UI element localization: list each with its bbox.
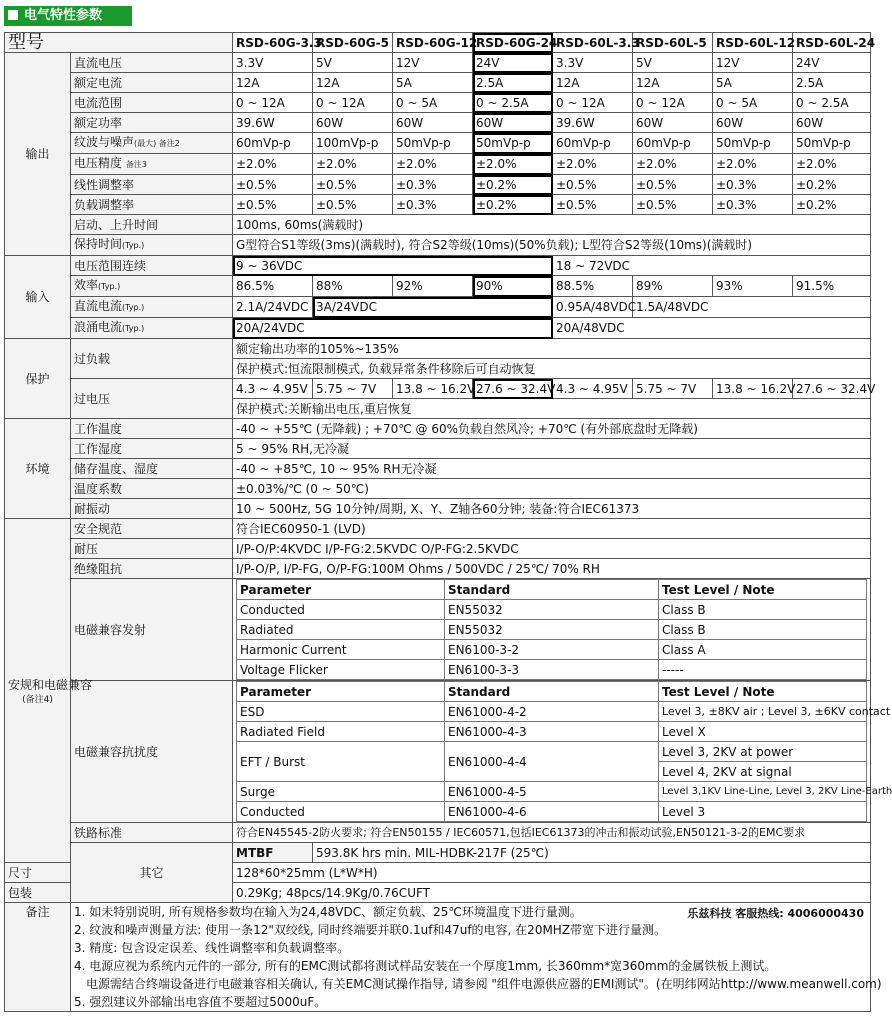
cell: 13.8 ~ 16.2V — [713, 379, 793, 399]
output-row — [5, 73, 871, 93]
cell-wide: 5 ~ 95% RH,无冷凝 — [233, 439, 871, 459]
category-safety-text: 安规和电磁兼容 — [8, 677, 93, 692]
note-line: 5. 强烈建议外部输出电容值不要超过5000uF。 — [74, 995, 327, 1009]
output-row — [5, 133, 871, 154]
ems-cell — [233, 681, 892, 823]
note-line: 4. 电源应视为系统内元件的一部分, 所有的EMC测试都将测试样品安装在一个厚度1mm, 长360mm*宽360mm的金属铁板上测试。 — [74, 959, 777, 973]
cell-wide: 10 ~ 500Hz, 5G 10分钟/周期, X、Y、Z轴各60分钟; 装备:符合IEC61373 — [233, 499, 871, 519]
row-label — [71, 318, 233, 339]
row-label — [71, 133, 233, 154]
row-label-text: 浪涌电流 — [74, 320, 123, 334]
cell: ±0.5% — [553, 175, 633, 195]
row-label: 额定功率 — [71, 113, 233, 133]
input-row — [5, 297, 871, 318]
row-label: 温度系数 — [71, 479, 233, 499]
row-label-sub: 备注3 — [125, 160, 147, 169]
notes-cell — [71, 903, 882, 1012]
cell: 0 ~ 5A — [713, 93, 793, 113]
model-name: RSD-60L-12 — [713, 33, 793, 53]
cell: 2.5A — [793, 73, 871, 93]
cell-wide: 9 ~ 36VDC — [233, 256, 553, 276]
cell: 27.6 ~ 32.4V — [793, 379, 871, 399]
cell: ±0.3% — [713, 195, 793, 215]
output-row — [5, 195, 871, 215]
cell: 60W — [633, 113, 713, 133]
cell: ±0.5% — [313, 175, 393, 195]
row-label: 耐振动 — [71, 499, 233, 519]
cell: 60W — [313, 113, 393, 133]
ems-header — [237, 682, 867, 702]
cell: 12A — [233, 73, 313, 93]
ems-table — [236, 681, 892, 822]
cell: ±2.0% — [553, 154, 633, 175]
ems-row-item — [237, 702, 867, 722]
output-row — [5, 93, 871, 113]
cell: 1.5A/48VDC — [633, 297, 871, 318]
safety-row — [5, 519, 871, 539]
cell: ±2.0% — [473, 154, 553, 175]
cell: ±0.2% — [793, 175, 871, 195]
row-label: 包装 — [5, 883, 71, 903]
cell: Level 4, 2KV at signal — [659, 762, 867, 782]
cell: ±2.0% — [313, 154, 393, 175]
cell: ±0.5% — [633, 175, 713, 195]
cell-wide: 符合IEC60950-1 (LVD) — [233, 519, 871, 539]
cell: 0 ~ 2.5A — [473, 93, 553, 113]
category-output: 输出 — [5, 53, 71, 256]
cell: 12A — [553, 73, 633, 93]
cell: ----- — [659, 660, 867, 680]
cell: 2.5A — [473, 73, 553, 93]
ems-row-item — [237, 782, 867, 802]
emi-cell — [233, 579, 871, 681]
cell-wide: 0.29Kg; 48pcs/14.9Kg/0.76CUFT — [233, 883, 871, 903]
cell: 91.5% — [793, 276, 871, 297]
others-row — [5, 843, 871, 863]
cell: Class B — [659, 620, 867, 640]
cell: ±0.5% — [553, 195, 633, 215]
row-label-sub: (Typ.) — [122, 324, 145, 333]
cell: 39.6W — [553, 113, 633, 133]
output-row — [5, 53, 871, 73]
cell-wide: I/P-O/P, I/P-FG, O/P-FG:100M Ohms / 500VDC / 25℃/ 70% RH — [233, 559, 871, 579]
emi-header — [237, 580, 867, 600]
row-label-sub: (Typ.) — [122, 303, 145, 312]
notes-row — [5, 903, 871, 1012]
cell: 0 ~ 12A — [553, 93, 633, 113]
cell: 50mVp-p — [793, 133, 871, 154]
output-row — [5, 113, 871, 133]
model-name-highlighted: RSD-60G-24 — [473, 33, 553, 53]
row-label: MTBF — [233, 843, 313, 863]
cell: 92% — [393, 276, 473, 297]
row-label-sub: (Typ.) — [122, 241, 145, 250]
environment-row — [5, 499, 871, 519]
row-label: 电流范围 — [71, 93, 233, 113]
note-line: 3. 精度: 包含设定误差、线性调整率和负载调整率。 — [74, 941, 350, 955]
cell-wide: 128*60*25mm (L*W*H) — [233, 863, 871, 883]
cell: 50mVp-p — [393, 133, 473, 154]
input-row — [5, 276, 871, 297]
cell: Level 3,1KV Line-Line, Level 3, 2KV Line-Earth — [659, 782, 867, 802]
note-line: 1. 如未特别说明, 所有规格参数均在输入为24,48VDC、额定负载、25℃环境温度下进行量测。 — [74, 905, 582, 919]
ems-row-item — [237, 742, 867, 762]
cell: ±0.5% — [313, 195, 393, 215]
cell: Level 3 — [659, 802, 867, 822]
cell: EN61000-4-5 — [445, 782, 659, 802]
cell: 4.3 ~ 4.95V — [233, 379, 313, 399]
row-label: 储存温度、湿度 — [71, 459, 233, 479]
cell: 0 ~ 12A — [233, 93, 313, 113]
cell: EN55032 — [445, 600, 659, 620]
emi-row — [5, 579, 871, 681]
category-others: 其它 — [71, 843, 233, 903]
cell: Level 3, 2KV at power — [659, 742, 867, 762]
row-label: 启动、上升时间 — [71, 215, 233, 235]
row-label: 绝缘阻抗 — [71, 559, 233, 579]
cell: 2.1A/24VDC — [233, 297, 313, 318]
model-row — [5, 33, 871, 53]
cell: ±2.0% — [713, 154, 793, 175]
cell-wide: 20A/48VDC — [553, 318, 871, 339]
cell-wide: 20A/24VDC — [233, 318, 553, 339]
cell: Surge — [237, 782, 445, 802]
cell: 12V — [713, 53, 793, 73]
cell: ±0.2% — [793, 195, 871, 215]
row-label-sub: (最大) 备注2 — [134, 139, 180, 148]
cell: 60W — [793, 113, 871, 133]
cell: Harmonic Current — [237, 640, 445, 660]
row-label: 耐压 — [71, 539, 233, 559]
emi-row-item — [237, 660, 867, 680]
row-label-text: 保持时间 — [74, 237, 123, 251]
cell: 3A/24VDC — [313, 297, 553, 318]
row-label: 负载调整率 — [71, 195, 233, 215]
output-row — [5, 215, 871, 235]
cell: 5V — [313, 53, 393, 73]
cell: 0.95A/48VDC — [553, 297, 633, 318]
cell-wide: -40 ~ +55℃ (无降载) ; +70℃ @ 60%负载自然风冷; +70℃ (有外部底盘时无降载) — [233, 419, 871, 439]
cell: Class B — [659, 600, 867, 620]
model-name: RSD-60G-12 — [393, 33, 473, 53]
row-label-text: 电压精度 — [74, 156, 123, 170]
cell: 5V — [633, 53, 713, 73]
cell: 5.75 ~ 7V — [633, 379, 713, 399]
cell: Level 3, ±8KV air ; Level 3, ±6KV contact — [659, 702, 867, 722]
spec-table — [4, 31, 892, 1012]
row-label: 过电压 — [71, 379, 233, 419]
cell: Conducted — [237, 600, 445, 620]
row-label — [71, 297, 233, 318]
row-label: 线性调整率 — [71, 175, 233, 195]
cell: 50mVp-p — [473, 133, 553, 154]
input-row — [5, 256, 871, 276]
cell-wide: 保护模式:关断输出电压,重启恢复 — [233, 399, 871, 419]
rail-row — [5, 823, 871, 843]
emi-table — [236, 579, 867, 680]
cell: 5A — [393, 73, 473, 93]
environment-row — [5, 479, 871, 499]
row-label: 尺寸 — [5, 863, 71, 883]
cell: 60mVp-p — [553, 133, 633, 154]
cell: 39.6W — [233, 113, 313, 133]
cell-wide: 100ms, 60ms(满载时) — [233, 215, 871, 235]
cell: 0 ~ 12A — [633, 93, 713, 113]
emi-head: Parameter — [237, 580, 445, 600]
section-title: 电气特性参数 — [24, 8, 103, 23]
cell: 24V — [473, 53, 553, 73]
category-protection: 保护 — [5, 339, 71, 419]
cell: 12V — [393, 53, 473, 73]
category-environment: 环境 — [5, 419, 71, 519]
emi-head: Test Level / Note — [659, 580, 867, 600]
cell: 86.5% — [233, 276, 313, 297]
safety-row — [5, 539, 871, 559]
cell-wide: 593.8K hrs min. MIL-HDBK-217F (25℃) — [313, 843, 871, 863]
cell-wide: 符合EN45545-2防火要求; 符合EN50155 / IEC60571,包括IEC61373的冲击和振动试验,EN50121-3-2的EMC要求 — [233, 823, 871, 843]
cell: ±2.0% — [393, 154, 473, 175]
cell: 5.75 ~ 7V — [313, 379, 393, 399]
cell: ±0.2% — [473, 175, 553, 195]
model-name: RSD-60G-3.3 — [233, 33, 313, 53]
output-row — [5, 235, 871, 256]
cell: ±2.0% — [633, 154, 713, 175]
cell: ±0.3% — [713, 175, 793, 195]
row-label — [71, 276, 233, 297]
note-line: 2. 纹波和噪声测量方法: 使用一条12"双绞线, 同时终端要并联0.1uf和47uf的电容, 在20MHZ带宽下进行量测。 — [74, 923, 667, 937]
output-row — [5, 175, 871, 195]
row-label-text: 纹波与噪声 — [74, 135, 135, 149]
category-input: 输入 — [5, 256, 71, 339]
cell: 88.5% — [553, 276, 633, 297]
cell: 60W — [393, 113, 473, 133]
cell: 24V — [793, 53, 871, 73]
cell: 5A — [713, 73, 793, 93]
cell-wide: 18 ~ 72VDC — [553, 256, 871, 276]
row-label — [71, 154, 233, 175]
emi-row-item — [237, 620, 867, 640]
cell: EN61000-4-4 — [445, 742, 659, 782]
input-row — [5, 318, 871, 339]
cell: 100mVp-p — [313, 133, 393, 154]
emi-row-item — [237, 600, 867, 620]
cell: 3.3V — [233, 53, 313, 73]
emi-row-item — [237, 640, 867, 660]
cell: 0 ~ 5A — [393, 93, 473, 113]
row-label: 额定电流 — [71, 73, 233, 93]
model-name: RSD-60L-5 — [633, 33, 713, 53]
ems-head: Parameter — [237, 682, 445, 702]
cell: EN61000-4-2 — [445, 702, 659, 722]
row-label-sub: (Typ.) — [98, 282, 121, 291]
note-line: 电源需结合终端设备进行电磁兼容相关确认, 有关EMC测试操作指导, 请参阅 "组件电源供应器的EMI测试"。(在明纬网站http://www.meanwell.com) — [86, 977, 882, 991]
cell: EN6100-3-2 — [445, 640, 659, 660]
ems-row-item — [237, 802, 867, 822]
row-label: 工作温度 — [71, 419, 233, 439]
safety-row — [5, 559, 871, 579]
cell: ±0.3% — [393, 195, 473, 215]
section-header — [4, 6, 132, 26]
cell: ±0.3% — [393, 175, 473, 195]
cell: Class A — [659, 640, 867, 660]
cell: ±2.0% — [233, 154, 313, 175]
cell: Level X — [659, 722, 867, 742]
model-name: RSD-60G-5 — [313, 33, 393, 53]
row-label — [71, 235, 233, 256]
row-label: 铁路标准 — [71, 823, 233, 843]
ems-row-item — [237, 722, 867, 742]
row-label-text: 效率 — [74, 278, 99, 292]
cell: ESD — [237, 702, 445, 722]
row-label: 直流电压 — [71, 53, 233, 73]
model-label: 型号 — [5, 33, 233, 53]
cell: ±2.0% — [793, 154, 871, 175]
cell: EFT / Burst — [237, 742, 445, 782]
cell: 12A — [313, 73, 393, 93]
cell: ±0.5% — [233, 195, 313, 215]
cell: ±0.5% — [233, 175, 313, 195]
cell: 60W — [713, 113, 793, 133]
category-safety-note: (备注4) — [22, 694, 53, 705]
cell: 4.3 ~ 4.95V — [553, 379, 633, 399]
square-icon — [8, 10, 18, 20]
cell: 3.3V — [553, 53, 633, 73]
row-label: 电压范围连续 — [71, 256, 233, 276]
emi-head: Standard — [445, 580, 659, 600]
environment-row — [5, 459, 871, 479]
environment-row — [5, 419, 871, 439]
row-label: 电磁兼容发射 — [71, 579, 233, 681]
cell: EN55032 — [445, 620, 659, 640]
cell-wide: G型符合S1等级(3ms)(满载时), 符合S2等级(10ms)(50%负载); L型符合S2等级(10ms)(满载时) — [233, 235, 871, 256]
cell: 60mVp-p — [633, 133, 713, 154]
cell: 27.6 ~ 32.4V — [473, 379, 553, 399]
protection-row — [5, 339, 871, 359]
cell: EN6100-3-3 — [445, 660, 659, 680]
cell: 12A — [633, 73, 713, 93]
cell: Conducted — [237, 802, 445, 822]
cell: EN61000-4-6 — [445, 802, 659, 822]
cell-wide: -40 ~ +85℃, 10 ~ 95% RH无冷凝 — [233, 459, 871, 479]
category-notes: 备注 — [5, 903, 71, 1012]
model-name: RSD-60L-3.3 — [553, 33, 633, 53]
cell: 0 ~ 12A — [313, 93, 393, 113]
row-label: 电磁兼容抗扰度 — [71, 681, 233, 823]
cell: EN61000-4-3 — [445, 722, 659, 742]
environment-row — [5, 439, 871, 459]
model-name: RSD-60L-24 — [793, 33, 871, 53]
row-label: 工作湿度 — [71, 439, 233, 459]
cell: Radiated Field — [237, 722, 445, 742]
row-label-text: 直流电流 — [74, 299, 123, 313]
cell: 90% — [473, 276, 553, 297]
hotline: 乐兹科技 客服热线: 4006000430 — [687, 907, 864, 920]
cell: 60W — [473, 113, 553, 133]
cell-wide: 额定输出功率的105%~135% — [233, 339, 871, 359]
cell: 50mVp-p — [713, 133, 793, 154]
row-label: 安全规范 — [71, 519, 233, 539]
output-row — [5, 154, 871, 175]
cell: 0 ~ 2.5A — [793, 93, 871, 113]
cell: Radiated — [237, 620, 445, 640]
row-label: 过负载 — [71, 339, 233, 379]
ems-head: Test Level / Note — [659, 682, 867, 702]
cell-wide: ±0.03%/℃ (0 ~ 50℃) — [233, 479, 871, 499]
ems-head: Standard — [445, 682, 659, 702]
cell: 13.8 ~ 16.2V — [393, 379, 473, 399]
cell-wide: 保护模式:恒流限制模式, 负载异常条件移除后可自动恢复 — [233, 359, 871, 379]
protection-row — [5, 379, 871, 399]
cell-wide: I/P-O/P:4KVDC I/P-FG:2.5KVDC O/P-FG:2.5KVDC — [233, 539, 871, 559]
cell: 88% — [313, 276, 393, 297]
cell: Voltage Flicker — [237, 660, 445, 680]
cell: 89% — [633, 276, 713, 297]
cell: ±0.5% — [633, 195, 713, 215]
cell: 93% — [713, 276, 793, 297]
ems-row — [5, 681, 871, 823]
cell: 60mVp-p — [233, 133, 313, 154]
cell: ±0.2% — [473, 195, 553, 215]
